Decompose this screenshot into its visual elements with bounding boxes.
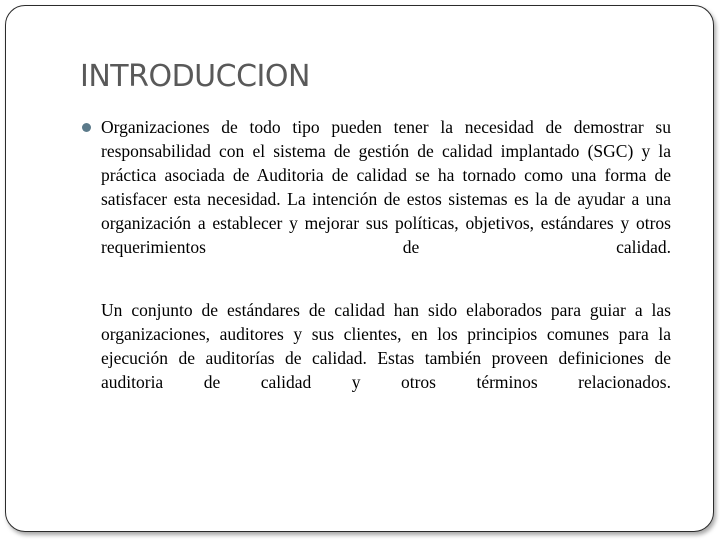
slide-title: INTRODUCCION <box>80 59 310 94</box>
body-paragraph-1: Organizaciones de todo tipo pueden tener la necesidad de demostrar su responsabilidad con el sistema de gestión de calidad implantado (SGC) y la práctica asociada de Auditoria de calidad se ha tornado como una forma de satisfacer esta necesidad. La intención de estos sistemas es la de ayudar a una organización a establecer y mejorar sus políticas, objetivos, estándares y otros requerimientos de calidad. <box>101 117 671 257</box>
body-paragraph-2: Un conjunto de estándares de calidad han sido elaborados para guiar a las organizaciones, auditores y sus clientes, en los principios comunes para la ejecución de auditorías de calidad. Estas también proveen definiciones de auditoria de calidad y otros términos relacionados. <box>101 300 671 392</box>
bullet-icon <box>82 123 91 132</box>
